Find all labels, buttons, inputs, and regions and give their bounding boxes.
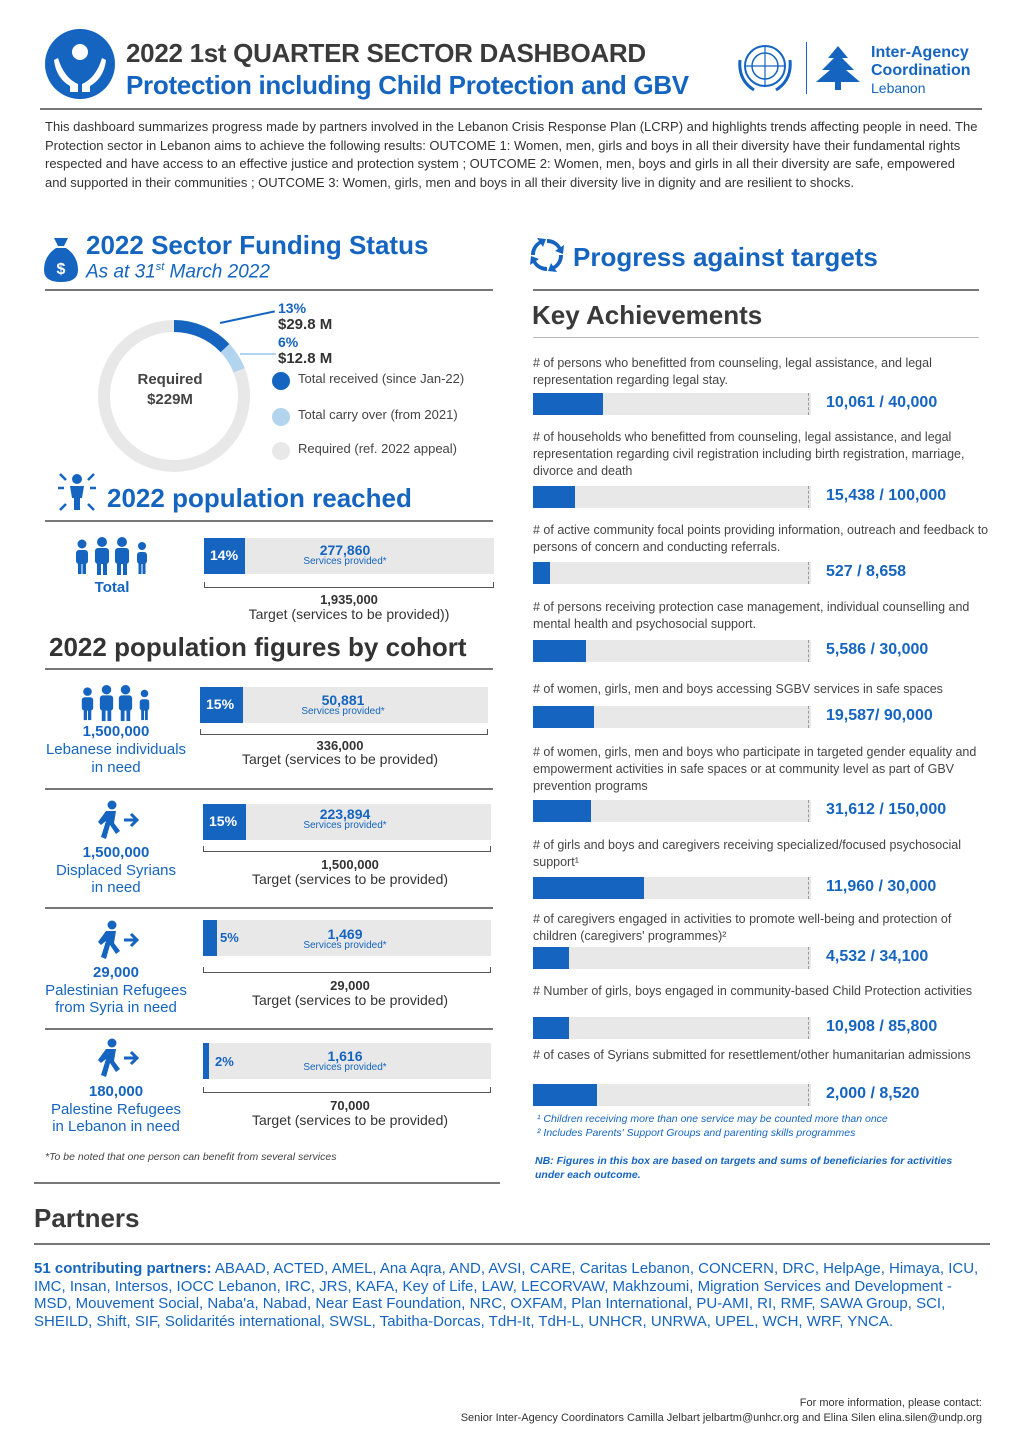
total-target-label: Target (services to be provided)) [248,606,450,622]
logo-divider [806,42,807,94]
dashboard-title: 2022 1st QUARTER SECTOR DASHBOARD [126,38,646,68]
cohort-prl-num: 180,000 [88,1083,144,1100]
received-pct: 13% [278,300,307,316]
intro-paragraph: This dashboard summarizes progress made by partners involved in the Lebanon Crisis Response Plan (LCRP) and highlights trends affecting people in need. The Protection sector in Lebanon aims to achieve the following results: OUTCOME 1: Women, men, girls and boys in all their diversity have their fundamental rights respected and have access to an effective justice and protection system ; OUTCOME 2: Women, men, boys and girls in all their diversity are safe, empowered and supported in their communities ; OUTCOME 3: Women, girls, men and boys in all their diversity live in dignity and are resilient to shocks. [45,119,978,190]
partners-names: ABAAD, ACTED, AMEL, Ana Aqra, AND, AVSI, CARE, Caritas Lebanon, CONCERN, DRC, HelpAge, Himaya, ICU, IMC, Insan, Intersos, IOCC Lebanon, IRC, JRS, KAFA, Key of Life, LAW, LECORVAW, Makhzoumi, Migration Services and Development - MSD, Mouvement Social, Naba'a, Nabad, Near East Foundation, NRC, OXFAM, Plan International, PU-AMI, RI, RMF, SAWA Group, SCI, SHEILD, Shift, SIF, Solidarités international, SWSL, Tabitha-Dorcas, TdH-It, TdH-L, UNHCR, UNRWA, UPEL, WCH, WRF, YNCA. [34,1260,979,1330]
footer-contact-title: For more information, please contact: [799,1397,982,1409]
cohort-target-value: 1,500,000 [321,857,379,872]
logo-text-line3: Lebanon [871,80,926,96]
cohort-bar-fill-mark [203,920,217,956]
indicator-target-marker [808,1084,809,1106]
cohort-target-label: Target (services to be provided) [251,992,449,1008]
cohort-separator [45,907,493,909]
cohort-target-label: Target (services to be provided) [251,871,449,887]
indicator-bar-fill [533,706,594,728]
legend-received: Total received (since Jan-22) [298,371,465,386]
progress-divider [533,289,979,291]
funding-title: 2022 Sector Funding Status [86,230,429,260]
indicator-bar-fill [533,1017,569,1039]
cohort-prs-label1: Palestinian Refugees [45,982,187,999]
footnote-2: ² Includes Parents' Support Groups and parenting skills programmes [537,1127,856,1139]
header [0,0,1024,110]
cohort-reached: 1,469 [327,926,363,942]
cohort-lebanese-num: 1,500,000 [82,723,150,740]
population-note: *To be noted that one person can benefit from several services [45,1151,337,1163]
legend-required: Required (ref. 2022 appeal) [298,441,457,456]
indicator-bar-fill [533,947,569,969]
indicator-target-marker [808,1017,809,1039]
footer-contact-names: Senior Inter-Agency Coordinators Camilla Jelbart jelbartm@unhcr.org and Elina Silen elina.silen@undp.org [460,1412,982,1424]
cycle-arrows-icon [528,236,566,274]
indicator-value: 15,438 / 100,000 [826,487,947,504]
cohort-reached: 1,616 [327,1048,363,1064]
legend-dot-required [272,442,290,460]
cohort-separator [45,788,493,790]
nb-note: NB: Figures in this box are based on targets and sums of beneficiaries for activities under each outcome. [535,1155,953,1181]
cohort-syrians-num: 1,500,000 [82,844,150,861]
header-divider [40,108,982,110]
indicator-target-marker [808,877,809,899]
indicator-target-marker [808,800,809,822]
indicator-description: # of girls and boys and caregivers receiving specialized/focused psychosocial support¹ [533,838,962,869]
indicator-description: # of caregivers engaged in activities to promote well-being and protection of children (caregivers' programmes)² [533,912,952,943]
cohort-services-label: Services provided* [301,706,385,717]
indicator-description: # of households who benefitted from counseling, legal assistance, and legal representation regarding civil registration including birth registration, marriage, divorce and death [533,430,965,478]
cohort-divider [45,668,493,670]
total-label: Total [94,579,130,596]
population-divider [45,520,493,522]
cohort-bar-fill [203,1043,209,1079]
indicator-description: # of active community focal points providing information, outreach and feedback to persons of concern and conducting referrals. [533,523,989,554]
donut-label-line2: $229M [147,391,193,408]
partners-list [34,1260,989,1330]
indicator-bar-fill [533,877,644,899]
indicator-description: # of persons receiving protection case management, individual counselling and mental health and psychosocial support. [533,600,970,631]
cohort-reached: 50,881 [321,692,365,708]
displaced-person-icon [94,1038,140,1078]
partners-title: Partners [34,1203,140,1233]
dashboard-subtitle: Protection including Child Protection and GBV [126,70,689,100]
cohort-target-value: 70,000 [330,1098,370,1113]
indicator-bar-fill [533,640,586,662]
indicator-bar-track [533,947,811,969]
left-bottom-divider [34,1182,500,1184]
cohort-bar-fill-mark [203,1043,209,1079]
indicator-value: 527 / 8,658 [826,563,907,580]
indicator-bar-fill [533,1084,597,1106]
cohort-target-value: 336,000 [316,738,364,753]
indicator-target-marker [808,706,809,728]
indicator-value: 19,587/ 90,000 [826,707,933,724]
indicator-value: 31,612 / 150,000 [826,801,947,818]
indicator-description: # of persons who benefitted from counseling, legal assistance, and legal representation regarding legal stay. [533,356,932,387]
money-bag-icon [44,236,78,282]
cohort-bar-fill [203,920,217,956]
cohort-syrians-label1: Displaced Syrians [55,862,177,879]
donut-carry-slice [225,348,239,370]
footnote-1: ¹ Children receiving more than one service may be counted more than once [537,1113,888,1125]
total-target-bracket [204,582,494,588]
indicator-value: 5,586 / 30,000 [826,641,929,658]
indicator-description: # of women, girls, men and boys who participate in targeted gender equality and empowerment activities in safe spaces or at community level as part of GBV prevention programs [533,745,977,793]
cedar-tree-icon [812,44,864,92]
cohort-target-value: 29,000 [330,978,370,993]
indicator-value: 4,532 / 34,100 [826,948,929,965]
cohort-target-bracket [203,967,491,973]
total-target-value: 1,935,000 [320,592,378,607]
displaced-person-icon [94,800,140,840]
cohort-bar-fill: 15% [200,687,243,723]
legend-dot-received [272,372,290,390]
cohort-pct-label: 2% [215,1054,234,1069]
indicator-description: # of cases of Syrians submitted for resettlement/other humanitarian admissions [533,1048,971,1062]
cohort-prl-label1: Palestine Refugees [50,1101,182,1118]
carry-pct: 6% [278,334,299,350]
cohort-lebanese-label1: Lebanese individuals [45,741,187,758]
cohort-target-label: Target (services to be provided) [241,751,439,767]
legend-dot-carry [272,408,290,426]
cohort-target-bracket [200,729,488,735]
funding-subtitle: As at 31st March 2022 [86,261,270,283]
cohort-prs-num: 29,000 [93,964,139,981]
cohort-syrians-label2: in need [91,879,141,896]
indicator-bar-track [533,562,811,584]
indicator-value: 10,908 / 85,800 [826,1018,938,1035]
total-services-label: Services provided* [303,556,387,567]
cohort-bar-fill: 15% [203,804,246,840]
cohort-target-bracket [203,846,491,852]
indicator-value: 2,000 / 8,520 [826,1085,920,1102]
indicator-target-marker [808,393,809,415]
received-amount: $29.8 M [278,316,333,333]
indicator-bar-fill [533,486,575,508]
cohort-prl-label2: in Lebanon in need [52,1118,180,1135]
cohort-lebanese-label2: in need [91,759,141,776]
cohort-services-label: Services provided* [303,940,387,951]
indicator-target-marker [808,486,809,508]
displaced-person-icon [94,920,140,960]
cohort-separator [45,1028,493,1030]
cohort-services-label: Services provided* [303,820,387,831]
cohort-services-label: Services provided* [303,1062,387,1073]
protection-hands-icon [44,28,116,100]
indicator-bar-fill [533,393,603,415]
indicator-bar-fill [533,562,550,584]
indicator-bar-track [533,1017,811,1039]
cohort-title: 2022 population figures by cohort [49,632,467,662]
total-reached: 277,860 [319,542,371,558]
indicator-target-marker [808,947,809,969]
indicator-value: 11,960 / 30,000 [826,878,937,895]
svg-text:$: $ [56,261,66,278]
total-bar-fill: 14% [204,538,245,574]
logo-text-line1: Inter-Agency [871,44,969,61]
donut-label-line1: Required [137,371,203,388]
population-title: 2022 population reached [107,483,412,513]
cohort-pct-label: 5% [220,930,239,945]
cohort-reached: 223,894 [319,806,371,822]
indicator-target-marker [808,640,809,662]
indicator-bar-fill [533,800,591,822]
person-reached-icon [56,470,98,512]
cohort-target-bracket [203,1087,491,1093]
indicator-target-marker [808,562,809,584]
cohort-prs-label2: from Syria in need [55,999,177,1016]
family-icon [76,684,156,722]
key-achievements-title: Key Achievements [532,300,763,330]
donut-received-slice [174,326,225,348]
key-achievements-divider [533,337,979,338]
carry-callout-line [240,353,276,355]
family-icon [72,536,152,576]
indicator-value: 10,061 / 40,000 [826,394,938,411]
logo-text-line2: Coordination [871,62,971,79]
funding-divider [45,289,493,291]
progress-title: Progress against targets [573,242,878,272]
legend-carry: Total carry over (from 2021) [298,407,458,422]
partners-divider [34,1243,990,1245]
un-emblem-icon [732,40,798,96]
partners-count: 51 contributing partners: [34,1260,212,1277]
carry-amount: $12.8 M [278,350,333,367]
indicator-description: # of women, girls, men and boys accessing SGBV services in safe spaces [533,682,943,696]
indicator-description: # Number of girls, boys engaged in community-based Child Protection activities [533,984,973,998]
cohort-target-label: Target (services to be provided) [251,1112,449,1128]
